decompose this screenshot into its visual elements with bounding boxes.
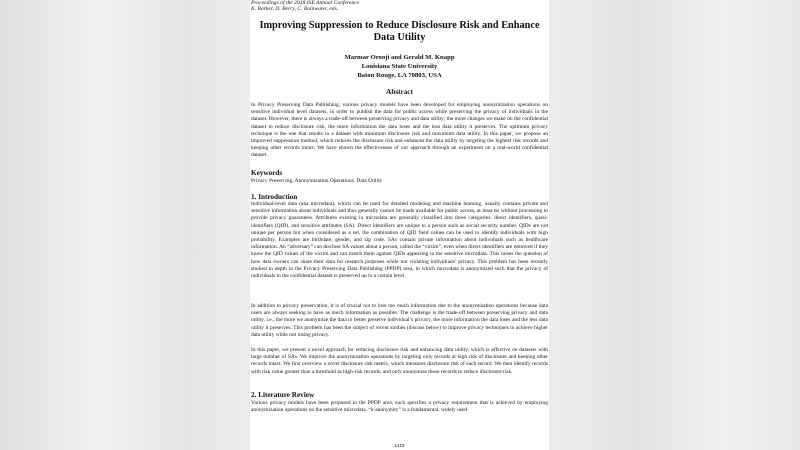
abstract-text: In Privacy Preserving Data Publishing, various privacy models have been developed for employing anonymization operations on sensitive individual level datasets, in order to publish the data for public access while preserving the privacy of individuals in the dataset. However, there is always a trade-off between preserving privacy and data utility; the more changes we make on the confidential dataset to reduce disclosure risk, the more information the data loses and the less data utility it preserves. The optimum privacy technique is the one that results in a dataset with minimum disclosure risk and maximum data utility. In this paper, we propose an improved suppression method, which reduces the disclosure risk and enhances the data utility by targeting the highest risk records and keeping other records intact. We have shown the effectiveness of our approach through an experiment on a real-world confidential dataset. <box>251 102 548 159</box>
keywords-text: Privacy Preserving, Anonymization Operations, Data Utility <box>251 178 383 184</box>
background-right <box>549 0 800 450</box>
proceedings-line1: Proceedings of the 2018 ISE Annual Conference <box>251 0 360 6</box>
keywords-heading: Keywords <box>251 169 283 177</box>
page-number: 1415 <box>394 443 405 448</box>
introduction-heading: 1. Introduction <box>251 193 298 201</box>
author-block <box>250 53 549 80</box>
proceedings-line2: K. Barker, D. Berry, C. Rainwater, eds. <box>251 6 339 13</box>
background-left <box>0 0 250 450</box>
author-affiliation: Louisiana State University <box>361 63 438 70</box>
abstract-heading: Abstract <box>386 88 413 96</box>
literature-heading: 2. Literature Review <box>251 391 315 399</box>
introduction-paragraph-3: In this paper, we present a novel approach for reducing disclosure risk and enhancing data utility, which is effective on datasets with large number of SAs. We improve the anonymization operations by targeting only records at high risk of disclosure and keeping other records intact. We first overview a novel disclosure risk metric, which measures disclosure risk of each record. We then identify records with risk value greater than a threshold as high-risk records, and only anonymize these records to reduce disclosure risk. <box>251 347 548 375</box>
paper-title: Improving Suppression to Reduce Disclosure Risk and Enhance Data Utility <box>259 20 540 44</box>
author-address: Baton Rouge, LA 70803, USA <box>357 72 442 79</box>
proceedings-header <box>251 0 359 13</box>
literature-text: Various privacy models have been proposed in the PPDP area, each specifies a privacy requirement that is achieved by employing anonymization operations on the sensitive microdata. “k-anonymity” is a fundamental, widely used <box>251 400 548 414</box>
introduction-paragraph-2: In addition to privacy preservation, it is of crucial not to lose too much information due to the anonymization operations because data users are always seeking to have as much information as possible. The challenge is the trade-off between preserving privacy and data utility, i.e., the more we anonymize the data to better preserve individual’s privacy, the more information the data loses and the less data utility it preserves. This problem has been the subject of recent studies (discuss below) to improve privacy techniques to achieve higher data utility while not losing privacy. <box>251 303 548 338</box>
introduction-paragraph-1: Individual-level data (aka microdata), which can be used for detailed modeling and machine learning, usually contains private and sensitive information about individuals and thus generally cannot be made available for public access, at least no without processing to provide privacy guarantees. Attributes existing in microdata are generally classified into three categories: direct identifiers, quasi-identifiers (QID), and sensitive attributes (SA). Direct identifiers are unique to a person such as social security number. QIDs are not unique per person but when considered as a set, the combination of QID field values can be used to identify individuals with high probability. Examples are birthdate, gender, and zip code. SAs contain private information about individuals such as healthcare information. An “adversary” can disclose SA values about a person, called the “victim”, even when direct identifiers are removed if they know the QID values of the victim and can match them against QIDs appearing in the sensitive microdata. This raises the question of how data owners can share their data for research purposes while not violating individuals’ privacy. This problem has been recently studied in depth in the Privacy Preserving Data Publishing (PPDP) area, in which microdata is anonymized such that the privacy of individuals in the confidential dataset is preserved up to a certain level. <box>251 201 548 280</box>
author-names: Marmar Orooji and Gerald M. Knapp <box>344 54 455 61</box>
document-page <box>250 0 549 450</box>
